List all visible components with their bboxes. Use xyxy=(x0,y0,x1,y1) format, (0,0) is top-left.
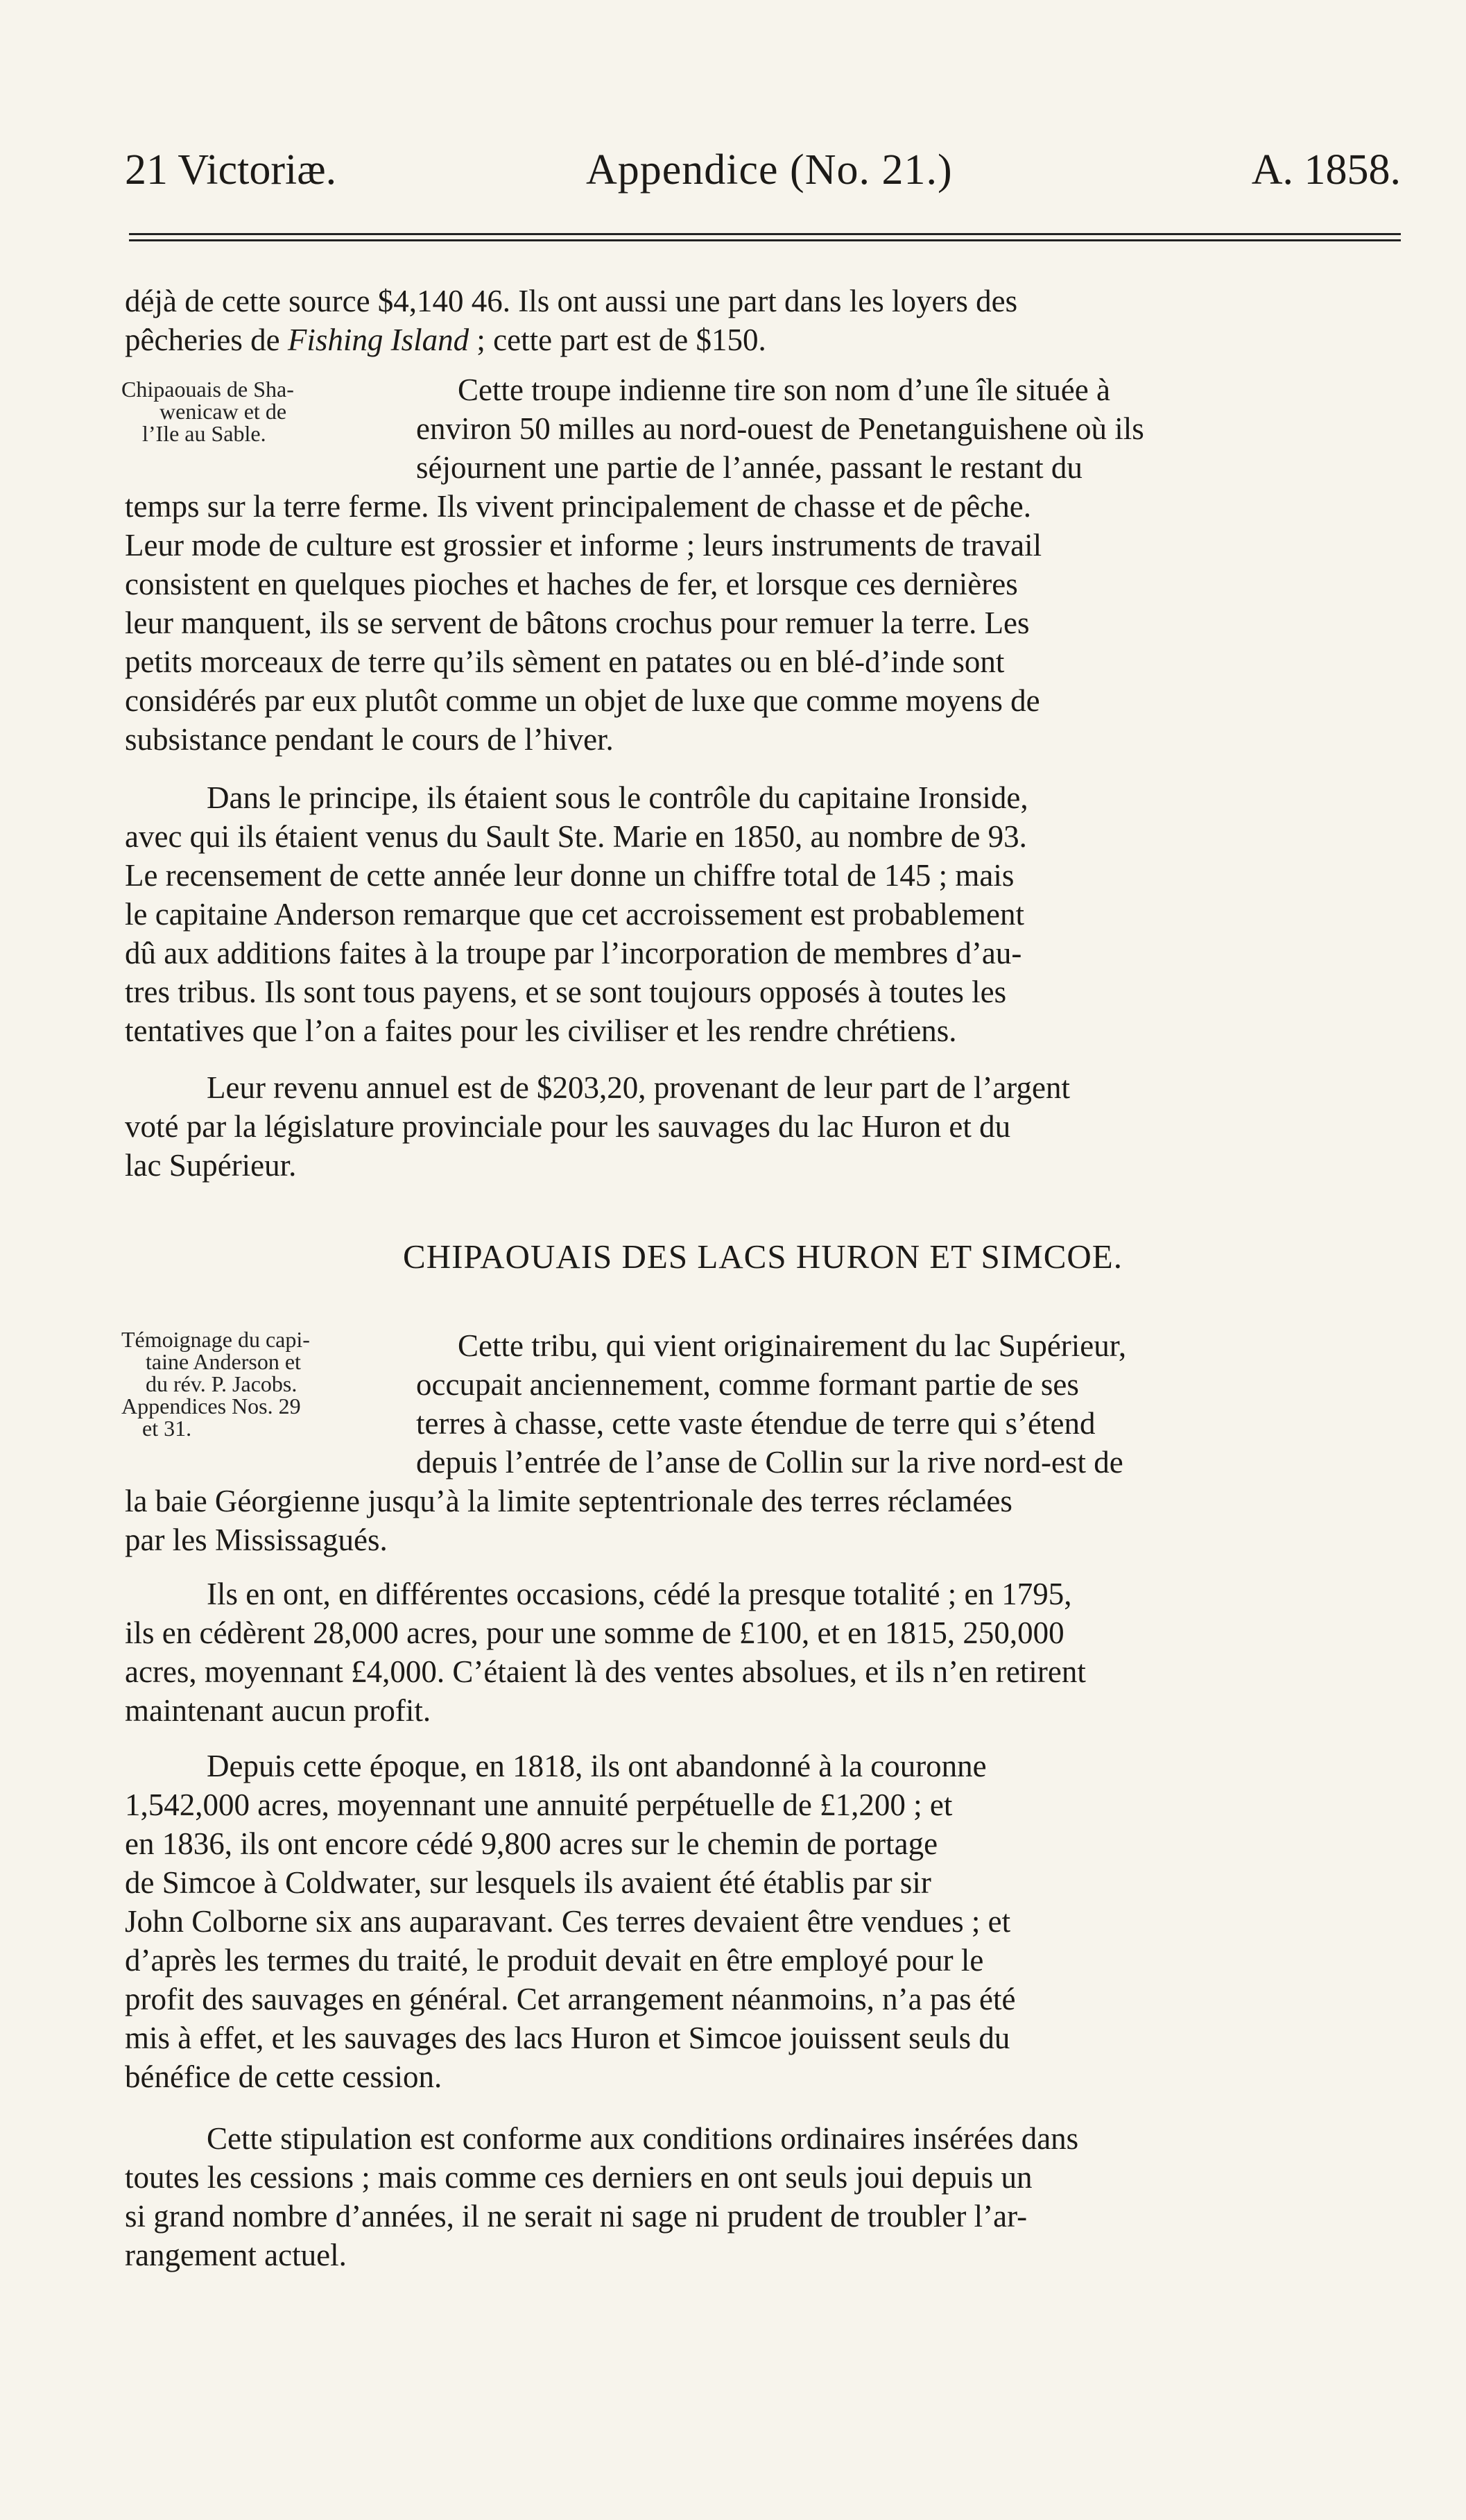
section-title: CHIPAOUAIS DES LACS HURON ET SIMCOE. xyxy=(403,1237,1123,1276)
text-line: terres à chasse, cette vaste étendue de terre qui s’étend xyxy=(416,1406,1096,1441)
text-line: le capitaine Anderson remarque que cet accroissement est probablement xyxy=(125,897,1024,932)
paragraph-shawenicaw-opening xyxy=(416,370,1401,487)
text-line: lac Supérieur. xyxy=(125,1148,297,1183)
text-line: séjournent une partie de l’année, passant le restant du xyxy=(416,450,1083,485)
text-line: tres tribus. Ils sont tous payens, et se sont toujours opposés à toutes les xyxy=(125,975,1007,1009)
margin-note-line: wenicaw et de xyxy=(159,399,287,424)
margin-note-temoignage xyxy=(121,1328,395,1439)
text-line: avec qui ils étaient venus du Sault Ste. Marie en 1850, au nombre de 93. xyxy=(125,819,1027,854)
text-line: par les Mississagués. xyxy=(125,1523,388,1557)
text-line: mis à effet, et les sauvages des lacs Huron et Simcoe jouissent seuls du xyxy=(125,2021,1010,2055)
text-line: petits morceaux de terre qu’ils sèment en patates ou en blé-d’inde sont xyxy=(125,644,1005,679)
paragraph-cessions xyxy=(125,1575,1401,1730)
text-line: d’après les termes du traité, le produit devait en être employé pour le xyxy=(125,1943,984,1978)
paragraph-stipulation xyxy=(125,2119,1401,2274)
text-line: temps sur la terre ferme. Ils vivent principalement de chasse et de pêche. xyxy=(125,489,1031,524)
text-line: dû aux additions faites à la troupe par l’incorporation de membres d’au- xyxy=(125,936,1022,970)
paragraph-tribu-body xyxy=(125,1482,1401,1559)
text-line: de Simcoe à Coldwater, sur lesquels ils avaient été établis par sir xyxy=(125,1865,931,1900)
text-line: Ils en ont, en différentes occasions, cédé la presque totalité ; en 1795, xyxy=(207,1577,1072,1611)
text-line: Cette stipulation est conforme aux conditions ordinaires insérées dans xyxy=(207,2121,1079,2156)
margin-note-line: l’Ile au Sable. xyxy=(142,421,266,446)
header-rule-bottom xyxy=(129,239,1401,241)
text-line: occupait anciennement, comme formant partie de ses xyxy=(416,1367,1079,1402)
text-line: Cette troupe indienne tire son nom d’une île située à xyxy=(458,372,1110,407)
text-line: en 1836, ils ont encore cédé 9,800 acres sur le chemin de portage xyxy=(125,1826,938,1861)
text-line: Leur revenu annuel est de $203,20, provenant de leur part de l’argent xyxy=(207,1070,1070,1105)
paragraph-depuis xyxy=(125,1747,1401,2096)
text-line: bénéfice de cette cession. xyxy=(125,2059,442,2094)
text-line: environ 50 milles au nord-ouest de Penetanguishene où ils xyxy=(416,411,1144,446)
text-line: maintenant aucun profit. xyxy=(125,1693,431,1728)
text-line: toutes les cessions ; mais comme ces derniers en ont seuls joui depuis un xyxy=(125,2160,1033,2195)
text-line: consistent en quelques pioches et haches de fer, et lorsque ces dernières xyxy=(125,567,1018,601)
text-line: rangement actuel. xyxy=(125,2238,347,2272)
margin-note-line: Témoignage du capi- xyxy=(121,1327,310,1352)
margin-note-shawenicaw xyxy=(121,378,395,445)
header-session: 21 Victoriæ. xyxy=(125,146,337,194)
text-line: pêcheries de Fishing Island ; cette part est de $150. xyxy=(125,323,766,357)
paragraph-tribu-opening xyxy=(416,1326,1401,1482)
text-line: voté par la législature provinciale pour les sauvages du lac Huron et du xyxy=(125,1109,1011,1144)
paragraph-continuation xyxy=(125,282,1401,359)
text-line: Cette tribu, qui vient originairement du lac Supérieur, xyxy=(458,1328,1127,1363)
text-line: si grand nombre d’années, il ne serait ni sage ni prudent de troubler l’ar- xyxy=(125,2199,1028,2234)
text-line: Leur mode de culture est grossier et informe ; leurs instruments de travail xyxy=(125,528,1042,563)
paragraph-revenu xyxy=(125,1068,1401,1185)
text-line: acres, moyennant £4,000. C’étaient là des ventes absolues, et ils n’en retirent xyxy=(125,1654,1086,1689)
text-line: 1,542,000 acres, moyennant une annuité perpétuelle de £1,200 ; et xyxy=(125,1788,953,1822)
text-line: subsistance pendant le cours de l’hiver. xyxy=(125,722,614,757)
text-line: Dans le principe, ils étaient sous le contrôle du capitaine Ironside, xyxy=(207,780,1028,815)
text-line: tentatives que l’on a faites pour les civiliser et les rendre chrétiens. xyxy=(125,1013,957,1048)
text-line: déjà de cette source $4,140 46. Ils ont aussi une part dans les loyers des xyxy=(125,284,1018,318)
text-line: considérés par eux plutôt comme un objet de luxe que comme moyens de xyxy=(125,683,1040,718)
header-year: A. 1858. xyxy=(1251,146,1401,194)
page-header xyxy=(125,142,1401,198)
text-line: la baie Géorgienne jusqu’à la limite septentrionale des terres réclamées xyxy=(125,1484,1012,1518)
text-line: leur manquent, ils se servent de bâtons crochus pour remuer la terre. Les xyxy=(125,606,1030,640)
text-line: profit des sauvages en général. Cet arrangement néanmoins, n’a pas été xyxy=(125,1982,1016,2016)
paragraph-principe xyxy=(125,778,1401,1050)
header-rule-top xyxy=(129,233,1401,235)
margin-note-line: taine Anderson et xyxy=(146,1349,301,1374)
text-line: Le recensement de cette année leur donne un chiffre total de 145 ; mais xyxy=(125,858,1015,893)
text-line: depuis l’entrée de l’anse de Collin sur la rive nord-est de xyxy=(416,1445,1123,1480)
text-line: John Colborne six ans auparavant. Ces terres devaient être vendues ; et xyxy=(125,1904,1011,1939)
text-line: ils en cédèrent 28,000 acres, pour une somme de £100, et en 1815, 250,000 xyxy=(125,1615,1064,1650)
header-appendix: Appendice (No. 21.) xyxy=(586,146,953,194)
margin-note-line: du rév. P. Jacobs. xyxy=(146,1371,297,1396)
margin-note-line: Appendices Nos. 29 xyxy=(121,1394,301,1418)
italic-place-name: Fishing Island xyxy=(287,323,469,357)
margin-note-line: et 31. xyxy=(142,1416,192,1441)
text-line: Depuis cette époque, en 1818, ils ont abandonné à la couronne xyxy=(207,1749,987,1783)
margin-note-line: Chipaouais de Sha- xyxy=(121,377,294,402)
paragraph-shawenicaw-body xyxy=(125,487,1401,759)
